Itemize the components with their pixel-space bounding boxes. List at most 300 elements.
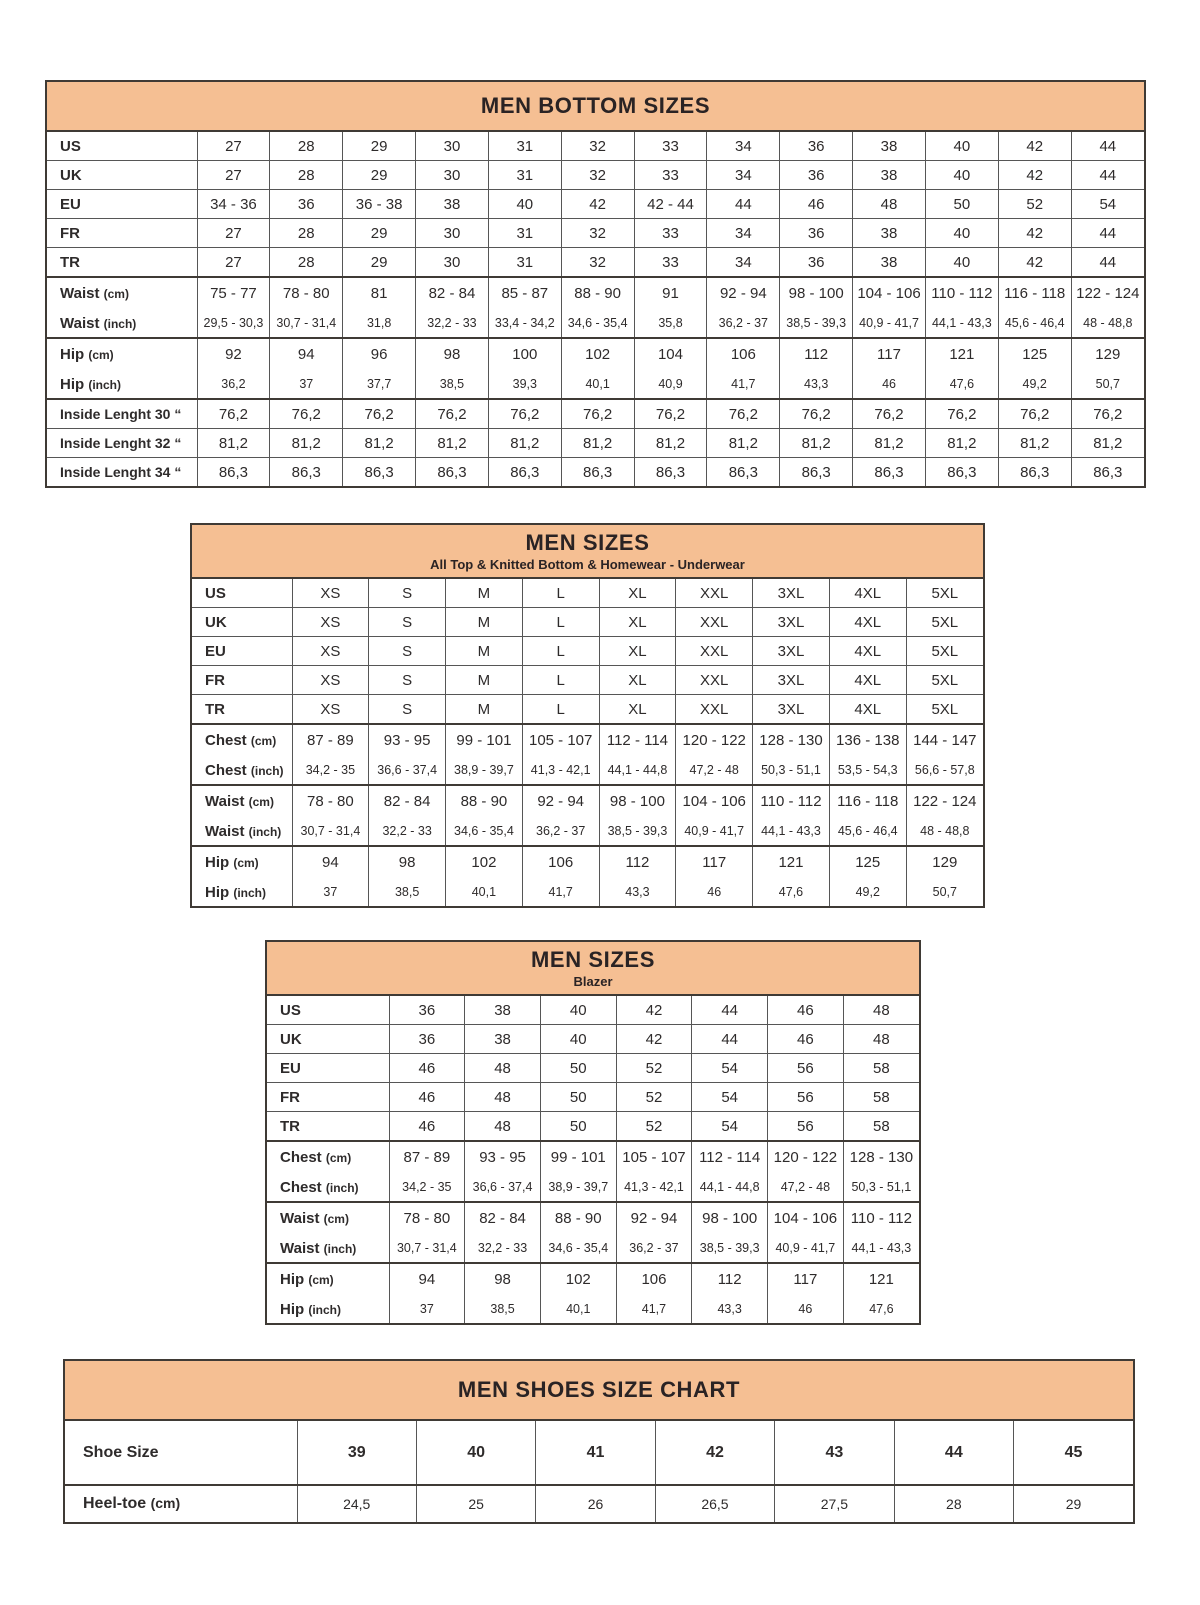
table-header [192, 525, 983, 579]
row-label-text: Inside Lenght 34 “ [60, 464, 182, 480]
cell: 78 - 80 [270, 277, 343, 309]
row-label-text: Hip [280, 1271, 305, 1288]
cell: 40,1 [540, 1295, 616, 1323]
cell: XS [292, 608, 369, 637]
cell: 46 [780, 190, 853, 219]
cell: 36 [270, 190, 343, 219]
cell: 54 [692, 1112, 768, 1142]
cell: 44,1 - 44,8 [599, 756, 676, 785]
row-label-unit: (inch) [325, 1180, 359, 1195]
cell: 81,2 [925, 429, 998, 458]
cell: 56 [768, 1054, 844, 1083]
size-grid-blazer [267, 996, 919, 1323]
cell: 44 [707, 190, 780, 219]
cell: 29,5 - 30,3 [197, 309, 270, 338]
cell: 28 [894, 1485, 1013, 1522]
cell: 88 - 90 [446, 785, 523, 817]
cell: 81,2 [270, 429, 343, 458]
cell: 53,5 - 54,3 [829, 756, 906, 785]
cell: 54 [692, 1054, 768, 1083]
cell: XXL [676, 637, 753, 666]
cell: 86,3 [197, 458, 270, 487]
row-label [192, 637, 292, 666]
row-label-unit: (cm) [325, 1151, 352, 1165]
row-label [192, 666, 292, 695]
row-label-text: UK [280, 1030, 302, 1048]
cell: 27 [197, 248, 270, 278]
cell: 38 [465, 1025, 541, 1054]
cell: 106 [616, 1263, 692, 1295]
cell: 27 [197, 161, 270, 190]
cell: 92 - 94 [707, 277, 780, 309]
row-label-text: Waist [280, 1210, 320, 1227]
row-label-unit: (cm) [103, 287, 129, 301]
cell: 42 [655, 1421, 774, 1485]
cell: 37 [389, 1295, 465, 1323]
row-label [192, 695, 292, 725]
cell: 81,2 [780, 429, 853, 458]
row-label [192, 878, 292, 906]
cell: M [446, 579, 523, 608]
row-label [47, 399, 197, 429]
cell: 110 - 112 [753, 785, 830, 817]
row-label [65, 1421, 297, 1485]
cell: M [446, 608, 523, 637]
cell: 44,1 - 43,3 [925, 309, 998, 338]
cell: 86,3 [707, 458, 780, 487]
cell: 102 [540, 1263, 616, 1295]
cell: 34,6 - 35,4 [540, 1234, 616, 1263]
cell: 27 [197, 132, 270, 161]
cell: XL [599, 695, 676, 725]
cell: 31 [488, 248, 561, 278]
cell: 32,2 - 33 [369, 817, 446, 846]
cell: 76,2 [1071, 399, 1144, 429]
cell: 43,3 [692, 1295, 768, 1323]
row-label-unit: (cm) [233, 856, 259, 870]
cell: 52 [998, 190, 1071, 219]
table-title: MEN SIZES [531, 947, 655, 972]
cell: 98 - 100 [599, 785, 676, 817]
cell: S [369, 666, 446, 695]
cell: 50,7 [906, 878, 983, 906]
cell: 47,6 [925, 370, 998, 399]
cell: 30,7 - 31,4 [292, 817, 369, 846]
cell: 48 [853, 190, 926, 219]
cell: 36 [780, 132, 853, 161]
row-label [47, 190, 197, 219]
cell: 50,3 - 51,1 [843, 1173, 919, 1202]
cell: 29 [343, 161, 416, 190]
cell: 4XL [829, 666, 906, 695]
row-label-unit: (inch) [233, 885, 267, 900]
cell: 102 [561, 338, 634, 370]
cell: XS [292, 579, 369, 608]
row-label [192, 846, 292, 878]
cell: 88 - 90 [540, 1202, 616, 1234]
row-label-unit: (cm) [250, 734, 277, 748]
cell: 28 [270, 219, 343, 248]
cell: 27,5 [775, 1485, 894, 1522]
cell: 81,2 [197, 429, 270, 458]
cell: 42 [998, 132, 1071, 161]
cell: 44 [692, 1025, 768, 1054]
cell: 58 [843, 1112, 919, 1142]
cell: 5XL [906, 666, 983, 695]
row-label [267, 1202, 389, 1234]
row-label-text: FR [60, 224, 80, 242]
cell: XL [599, 579, 676, 608]
row-label-text: EU [280, 1059, 301, 1077]
cell: 3XL [753, 608, 830, 637]
row-label-text: Waist [60, 285, 100, 302]
row-label-text: Chest [205, 732, 247, 749]
cell: 76,2 [998, 399, 1071, 429]
cell: 38,5 - 39,3 [692, 1234, 768, 1263]
cell: 30 [416, 219, 489, 248]
cell: 87 - 89 [292, 724, 369, 756]
cell: 81,2 [853, 429, 926, 458]
cell: 38,9 - 39,7 [446, 756, 523, 785]
cell: 48 - 48,8 [1071, 309, 1144, 338]
cell: 32 [561, 161, 634, 190]
cell: 44 [692, 996, 768, 1025]
cell: 92 [197, 338, 270, 370]
row-label [47, 309, 197, 338]
cell: 94 [292, 846, 369, 878]
cell: 106 [707, 338, 780, 370]
cell: 36 [389, 996, 465, 1025]
cell: 37 [270, 370, 343, 399]
cell: 93 - 95 [465, 1141, 541, 1173]
cell: 76,2 [343, 399, 416, 429]
row-label-unit: (cm) [150, 1495, 181, 1511]
row-label [267, 1234, 389, 1263]
cell: 112 [692, 1263, 768, 1295]
row-label [267, 996, 389, 1025]
cell: 128 - 130 [753, 724, 830, 756]
cell: 24,5 [297, 1485, 416, 1522]
cell: 43 [775, 1421, 894, 1485]
cell: 98 [416, 338, 489, 370]
cell: 33,4 - 34,2 [488, 309, 561, 338]
cell: 38 [853, 132, 926, 161]
cell: 32,2 - 33 [416, 309, 489, 338]
cell: 46 [389, 1083, 465, 1112]
size-grid-men-top [192, 579, 983, 906]
cell: 40,1 [561, 370, 634, 399]
cell: 34 [707, 248, 780, 278]
cell: 29 [343, 132, 416, 161]
row-label [47, 429, 197, 458]
row-label-text: Inside Lenght 30 “ [60, 406, 182, 422]
cell: XS [292, 666, 369, 695]
cell: 34 [707, 161, 780, 190]
cell: 36 [780, 161, 853, 190]
cell: 36,2 - 37 [707, 309, 780, 338]
cell: L [522, 695, 599, 725]
cell: 86,3 [853, 458, 926, 487]
cell: 43,3 [780, 370, 853, 399]
row-label-text: US [60, 137, 81, 155]
cell: 34,6 - 35,4 [446, 817, 523, 846]
cell: S [369, 579, 446, 608]
row-label-text: UK [60, 166, 82, 184]
cell: M [446, 666, 523, 695]
cell: XXL [676, 666, 753, 695]
cell: 29 [343, 248, 416, 278]
row-label-text: TR [205, 700, 225, 718]
cell: 40 [925, 219, 998, 248]
row-label [47, 338, 197, 370]
cell: 32 [561, 248, 634, 278]
row-label-text: Waist [60, 314, 100, 332]
cell: 44 [1071, 161, 1144, 190]
cell: XXL [676, 579, 753, 608]
cell: 4XL [829, 608, 906, 637]
cell: 112 [599, 846, 676, 878]
cell: 28 [270, 248, 343, 278]
cell: S [369, 695, 446, 725]
cell: 3XL [753, 637, 830, 666]
cell: 31,8 [343, 309, 416, 338]
cell: 76,2 [707, 399, 780, 429]
cell: 76,2 [561, 399, 634, 429]
row-label [47, 277, 197, 309]
row-label-unit: (cm) [323, 1212, 349, 1226]
cell: 47,6 [753, 878, 830, 906]
cell: 31 [488, 132, 561, 161]
cell: 116 - 118 [998, 277, 1071, 309]
cell: 48 [843, 1025, 919, 1054]
cell: 76,2 [270, 399, 343, 429]
cell: M [446, 695, 523, 725]
cell: 81,2 [998, 429, 1071, 458]
cell: XL [599, 666, 676, 695]
row-label [192, 785, 292, 817]
cell: 37,7 [343, 370, 416, 399]
row-label [267, 1025, 389, 1054]
row-label [47, 161, 197, 190]
cell: XL [599, 637, 676, 666]
cell: 86,3 [488, 458, 561, 487]
cell: 105 - 107 [616, 1141, 692, 1173]
cell: 31 [488, 219, 561, 248]
cell: 99 - 101 [446, 724, 523, 756]
row-label-unit: (cm) [308, 1273, 334, 1287]
cell: 38,5 - 39,3 [780, 309, 853, 338]
cell: S [369, 637, 446, 666]
cell: 49,2 [998, 370, 1071, 399]
cell: 44 [894, 1421, 1013, 1485]
cell: 104 - 106 [768, 1202, 844, 1234]
row-label-text: Chest [280, 1178, 322, 1196]
row-label-unit: (inch) [248, 824, 282, 839]
row-label-text: Shoe Size [83, 1443, 159, 1461]
cell: 38,5 - 39,3 [599, 817, 676, 846]
cell: 40 [925, 132, 998, 161]
cell: 25 [416, 1485, 535, 1522]
cell: 42 [616, 1025, 692, 1054]
cell: S [369, 608, 446, 637]
cell: 34,6 - 35,4 [561, 309, 634, 338]
cell: 86,3 [780, 458, 853, 487]
cell: 129 [906, 846, 983, 878]
cell: 38 [853, 248, 926, 278]
table-header [267, 942, 919, 996]
row-label-text: US [205, 584, 226, 602]
row-label [47, 132, 197, 161]
cell: 5XL [906, 608, 983, 637]
cell: 37 [292, 878, 369, 906]
cell: 36,6 - 37,4 [465, 1173, 541, 1202]
cell: 34,2 - 35 [389, 1173, 465, 1202]
cell: 93 - 95 [369, 724, 446, 756]
cell: 41,3 - 42,1 [522, 756, 599, 785]
cell: XS [292, 637, 369, 666]
table-header [65, 1361, 1133, 1421]
cell: 30,7 - 31,4 [270, 309, 343, 338]
cell: 82 - 84 [465, 1202, 541, 1234]
row-label-text: Hip [60, 375, 85, 393]
row-label-text: Waist [205, 822, 245, 840]
cell: 122 - 124 [906, 785, 983, 817]
cell: 44,1 - 44,8 [692, 1173, 768, 1202]
cell: L [522, 666, 599, 695]
cell: 3XL [753, 666, 830, 695]
cell: 98 [465, 1263, 541, 1295]
cell: 38,5 [416, 370, 489, 399]
row-label-unit: (inch) [250, 763, 284, 778]
size-grid-shoes [65, 1421, 1133, 1522]
cell: 38,5 [465, 1295, 541, 1323]
cell: 48 - 48,8 [906, 817, 983, 846]
row-label-unit: (inch) [88, 377, 122, 392]
cell: 121 [843, 1263, 919, 1295]
cell: 5XL [906, 579, 983, 608]
cell: 42 [561, 190, 634, 219]
cell: L [522, 637, 599, 666]
cell: 49,2 [829, 878, 906, 906]
cell: 34 [707, 219, 780, 248]
cell: 76,2 [197, 399, 270, 429]
cell: 92 - 94 [522, 785, 599, 817]
cell: 38,9 - 39,7 [540, 1173, 616, 1202]
cell: 106 [522, 846, 599, 878]
cell: 117 [768, 1263, 844, 1295]
row-label-text: Chest [280, 1149, 322, 1166]
cell: 4XL [829, 637, 906, 666]
cell: 28 [270, 132, 343, 161]
table-subtitle: Blazer [573, 974, 613, 989]
row-label [47, 458, 197, 487]
cell: 30 [416, 248, 489, 278]
cell: 42 [998, 161, 1071, 190]
cell: 50,3 - 51,1 [753, 756, 830, 785]
cell: 47,2 - 48 [676, 756, 753, 785]
size-grid-men-bottom [47, 132, 1144, 486]
cell: 121 [925, 338, 998, 370]
cell: 78 - 80 [292, 785, 369, 817]
cell: 122 - 124 [1071, 277, 1144, 309]
cell: 41,7 [616, 1295, 692, 1323]
cell: 48 [465, 1054, 541, 1083]
cell: 117 [676, 846, 753, 878]
row-label-text: Hip [205, 883, 230, 901]
cell: 58 [843, 1054, 919, 1083]
cell: XXL [676, 608, 753, 637]
cell: 81,2 [707, 429, 780, 458]
row-label-text: Hip [280, 1300, 305, 1318]
cell: 110 - 112 [925, 277, 998, 309]
cell: 38 [416, 190, 489, 219]
row-label-text: Chest [205, 761, 247, 779]
cell: 45 [1014, 1421, 1133, 1485]
cell: 40,9 - 41,7 [768, 1234, 844, 1263]
cell: 26,5 [655, 1485, 774, 1522]
cell: 86,3 [343, 458, 416, 487]
cell: 32,2 - 33 [465, 1234, 541, 1263]
cell: 3XL [753, 695, 830, 725]
cell: 96 [343, 338, 416, 370]
cell: 38 [853, 219, 926, 248]
cell: 30 [416, 161, 489, 190]
table-title: MEN SIZES [525, 530, 650, 555]
cell: 33 [634, 219, 707, 248]
cell: 32 [561, 132, 634, 161]
cell: 104 [634, 338, 707, 370]
cell: 36 [780, 219, 853, 248]
cell: 40 [925, 161, 998, 190]
cell: 117 [853, 338, 926, 370]
men-sizes-top-table [190, 523, 985, 908]
cell: L [522, 608, 599, 637]
cell: 104 - 106 [853, 277, 926, 309]
row-label-text: UK [205, 613, 227, 631]
cell: 81,2 [488, 429, 561, 458]
cell: 92 - 94 [616, 1202, 692, 1234]
cell: 54 [692, 1083, 768, 1112]
cell: 32 [561, 219, 634, 248]
cell: 52 [616, 1054, 692, 1083]
cell: 129 [1071, 338, 1144, 370]
cell: 86,3 [270, 458, 343, 487]
row-label-unit: (cm) [88, 348, 114, 362]
cell: 81 [343, 277, 416, 309]
cell: 54 [1071, 190, 1144, 219]
cell: 44 [1071, 219, 1144, 248]
row-label-text: TR [280, 1117, 300, 1135]
cell: 40 [540, 1025, 616, 1054]
table-title: MEN BOTTOM SIZES [480, 93, 711, 118]
cell: 29 [1014, 1485, 1133, 1522]
cell: 5XL [906, 637, 983, 666]
cell: 50 [540, 1054, 616, 1083]
cell: 41 [536, 1421, 655, 1485]
row-label-unit: (inch) [323, 1241, 357, 1256]
cell: 125 [829, 846, 906, 878]
cell: 136 - 138 [829, 724, 906, 756]
cell: 85 - 87 [488, 277, 561, 309]
cell: 47,6 [843, 1295, 919, 1323]
cell: 104 - 106 [676, 785, 753, 817]
men-bottom-sizes-table [45, 80, 1146, 488]
cell: 41,3 - 42,1 [616, 1173, 692, 1202]
cell: 33 [634, 161, 707, 190]
cell: 33 [634, 132, 707, 161]
cell: 46 [853, 370, 926, 399]
cell: 76,2 [780, 399, 853, 429]
